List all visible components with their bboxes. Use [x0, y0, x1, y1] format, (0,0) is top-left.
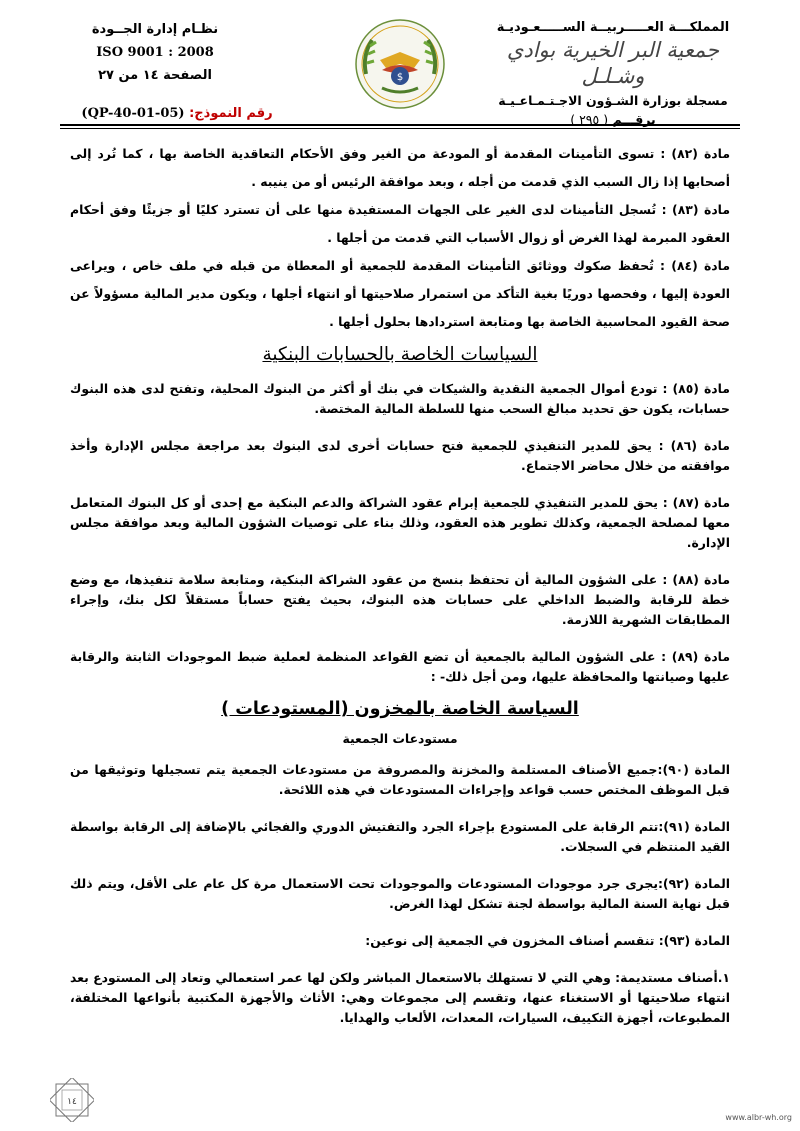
article-89: مادة (٨٩) : على الشؤون المالية بالجمعية أن تضع القواعد المنظمة لعملية ضبط الموجودات الثابتة والرقابة عليها وصيانتها والمحافظة عليها، ومن أجل ذلك- :: [70, 649, 730, 684]
iso-standard: ISO 9001 : 2008: [96, 45, 214, 60]
header-quality-block: [70, 22, 240, 83]
kingdom-name: المملكـــة العـــــربيــة الســـــعـوديـة: [496, 20, 730, 35]
svg-text:$: $: [396, 72, 404, 83]
registration-number: ( ٢٩٥ ): [570, 112, 609, 127]
registration-label: برقـــم: [612, 112, 656, 127]
article-92: المادة (٩٢):يجرى جرد موجودات المستودعات والموجودات تحت الاستعمال مرة كل عام على الأقل، ويتم ذلك قبل نهاية السنة المالية بواسطة لجنة تشكل لهذا الغرض.: [70, 876, 730, 911]
article-93: المادة (٩٣): تنقسم أصناف المخزون في الجمعية إلى نوعين:: [365, 933, 730, 948]
article-90: المادة (٩٠):جميع الأصناف المستلمة والمخزنة والمصروفة من مستودعات الجمعية يتم تسجيلها وتوثيقها من قبل الموظف المختص حسب قواعد وإجراءات المستودعات في هذه اللائحة.: [70, 762, 730, 797]
registration-text: مسجلة بوزارة الشـؤون الاجـتـمـاعـيـة: [498, 93, 728, 108]
article-86: مادة (٨٦) : يحق للمدير التنفيذي للجمعية فتح حسابات أخرى لدى البنوك بعد مراجعة مجلس الإدارة وأخذ موافقته من خلال محاضر الاجتماع.: [70, 438, 730, 473]
bank-section-title: السياسات الخاصة بالحسابات البنكية: [262, 344, 538, 365]
article-83: مادة (٨٣) : تُسجل التأمينات لدى الغير على الجهات المستفيدة منها على أن تسترد كليًا أو جزيئًا وفق أحكام العقود المبرمة لهذا الغرض أو زوال الأسباب التي قدمت من أجلها .: [70, 202, 731, 245]
article-93-item-1: ١.أصناف مستديمة: وهي التي لا تستهلك بالاستعمال المباشر ولكن لها عمر استعمالي وتعاد إلى المستودع بعد انتهاء صلاحيتها أو الاستغناء عنها، وتقسم إلى مجموعات وهي: الأثاث والأجهزة المكتبية بأنواعها المختلفة، المطبوعات، أجهزة التكييف، السيارات، المعدات، الألعاب والهدايا.: [70, 970, 730, 1025]
header-org-block: [488, 20, 738, 127]
article-88: مادة (٨٨) : على الشؤون المالية أن تحتفظ بنسخ من عقود الشراكة البنكية، ومتابعة سلامة تنفيذها، مع وضع خطة للرقابة والضبط الداخلي على حسابات هذه البنوك، بحيث يفتح حساباً مستقلاً لكل بنك، وإجراء المطابقات الشهرية اللازمة.: [70, 572, 730, 627]
footer-ornament-icon: [50, 1078, 94, 1122]
organization-name: جمعية البر الخيرية بوادي وشـلـل: [506, 38, 720, 88]
org-logo-icon: [352, 16, 448, 112]
form-number-code: (QP-40-01-05): [81, 106, 185, 121]
article-91: المادة (٩١):تتم الرقابة على المستودع بإجراء الجرد والتفتيش الدوري والفجائي بالإضافة إلى الرقابة بواسطة القيد المنتظم في السجلات.: [70, 819, 730, 854]
article-82: مادة (٨٢) : تسوى التأمينات المقدمة أو المودعة من الغير وفق الأحكام التعاقدية الخاصة بها ، كما تُرد إلى أصحابها إذا زال السبب الذي قدمت من أجله ، وبعد موافقة الرئيس أو من ينيبه .: [70, 146, 730, 189]
footer-url: www.albr-wh.org: [725, 1113, 792, 1122]
document-body: [70, 140, 730, 1028]
stock-subtitle: مستودعات الجمعية: [342, 731, 458, 746]
article-85: مادة (٨٥) : تودع أموال الجمعية النقدية والشيكات في بنك أو أكثر من البنوك المحلية، وتفتح لدى هذه البنوك حسابات، يكون حق تحديد مبالغ السحب منها للسلطة المالية المختصة.: [70, 381, 730, 416]
form-number-line: [62, 106, 292, 121]
header-divider: [60, 124, 740, 126]
footer-page-number: ١٤: [67, 1097, 77, 1107]
form-number-label: رقم النموذج:: [189, 106, 273, 121]
stock-section-title: السياسة الخاصة بالمخزون (المستودعات ): [221, 699, 579, 719]
article-87: مادة (٨٧) : يحق للمدير التنفيذي للجمعية إبرام عقود الشراكة والدعم البنكية مع إحدى أو كل البنوك المتعامل معها لمصلحة الجمعية، وكذلك تطوير هذه العقود، وذلك بناء على توصيات الشؤون المالية وبعد موافقة مجلس الإدارة.: [70, 495, 731, 550]
article-84: مادة (٨٤) : تُحفظ صكوك ووثائق التأمينات المقدمة للجمعية أو المعطاة من قبله في ملف خاص ، ويراعى العودة إليها ، وفحصها دوريًا بغية التأكد من استمرار صلاحيتها أو انتهاء أجلها ، ويكون مدير المالية مسؤولاً عن صحة القيود المحاسبية الخاصة بها ومتابعة استردادها بحلول أجلها .: [70, 258, 730, 329]
quality-system-label: نظـام إدارة الجــودة: [91, 22, 219, 37]
page-of-label: الصفحة ١٤ من ٢٧: [98, 68, 212, 83]
header-divider-thin: [60, 128, 740, 129]
